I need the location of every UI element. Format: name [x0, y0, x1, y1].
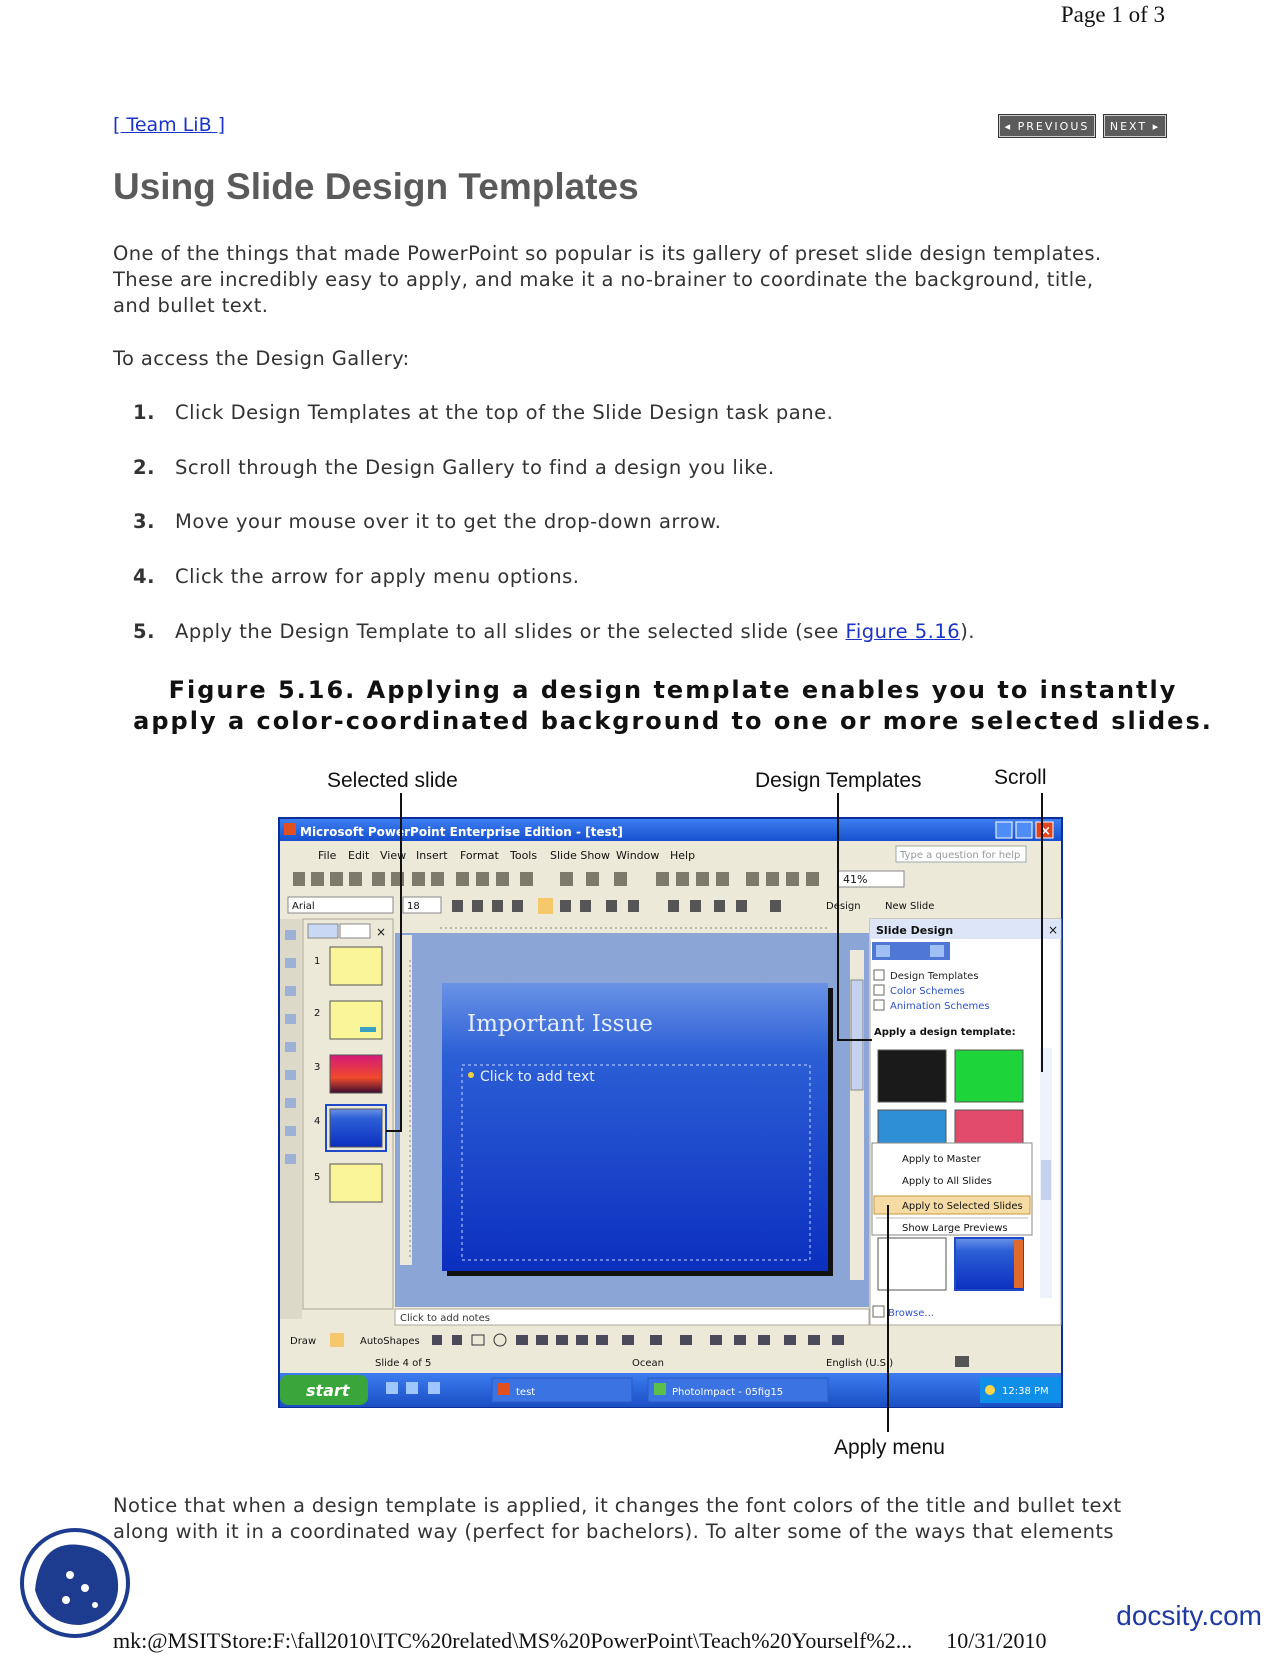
- taskbar-button-test[interactable]: [492, 1378, 632, 1402]
- gallery-scroll-thumb[interactable]: [1041, 1160, 1051, 1200]
- intro-line: and bullet text.: [113, 294, 269, 317]
- docsity-brand: docsity.com: [1116, 1600, 1262, 1631]
- thumb-number: 3: [314, 1062, 321, 1073]
- menu-edit[interactable]: Edit: [348, 849, 370, 862]
- step-number: 2.: [133, 456, 155, 479]
- step-number: 4.: [133, 565, 155, 588]
- menu-help[interactable]: Help: [670, 849, 696, 862]
- menu-insert[interactable]: Insert: [416, 849, 448, 862]
- footer-date: 10/31/2010: [946, 1628, 1047, 1653]
- slide-thumbnail-5[interactable]: [330, 1164, 382, 1202]
- task-pane-title: Slide Design: [876, 924, 954, 937]
- menu-item-apply-selected[interactable]: Apply to Selected Slides: [902, 1201, 1023, 1212]
- closing-line: along with it in a coordinated way (perfect for bachelors). To alter some of the ways that elements: [113, 1520, 1114, 1543]
- new-slide-button[interactable]: New Slide: [885, 901, 935, 912]
- step-text-end: ).: [960, 620, 975, 643]
- close-glyph: ×: [1040, 824, 1051, 839]
- template-thumb-ocean[interactable]: [955, 1238, 1023, 1290]
- color-scheme-icon: [874, 985, 884, 995]
- tab-outline[interactable]: [308, 924, 338, 938]
- step-number: 3.: [133, 510, 155, 533]
- left-icon-strip: [280, 919, 302, 1319]
- logo-dot: [62, 1596, 70, 1604]
- caption-line: Figure 5.16. Applying a design template enables you to instantly: [168, 676, 1178, 704]
- thumb-graphic: [360, 1027, 376, 1032]
- step-text: Apply the Design Template to all slides or the selected slide (see: [175, 620, 846, 643]
- link-color-schemes[interactable]: Color Schemes: [890, 986, 965, 997]
- thumb-number: 4: [314, 1116, 321, 1127]
- slide-thumbnail-3[interactable]: [330, 1055, 382, 1093]
- logo-dot: [92, 1602, 98, 1608]
- apply-heading: Apply a design template:: [874, 1027, 1016, 1038]
- bullet-icon: [468, 1072, 474, 1078]
- thumb-number: 2: [314, 1008, 321, 1019]
- home-icon[interactable]: [930, 945, 944, 957]
- quicklaunch-icons: [386, 1382, 440, 1394]
- font-name-value: Arial: [292, 901, 315, 912]
- close-pane-icon[interactable]: ×: [376, 925, 387, 939]
- next-button[interactable]: NEXT ▸: [1103, 114, 1167, 138]
- link-design-templates[interactable]: Design Templates: [890, 971, 979, 982]
- notes-placeholder: Click to add notes: [400, 1313, 490, 1324]
- help-placeholder: Type a question for help: [900, 850, 1021, 861]
- slide-thumbnail-4[interactable]: [330, 1109, 382, 1147]
- status-language: English (U.S.): [826, 1358, 894, 1369]
- menu-item-large-previews[interactable]: Show Large Previews: [902, 1223, 1008, 1234]
- zoom-value: 41%: [843, 873, 868, 886]
- window-title: Microsoft PowerPoint Enterprise Edition - [test]: [300, 825, 623, 839]
- status-design: Ocean: [632, 1358, 664, 1369]
- status-slide: Slide 4 of 5: [375, 1358, 432, 1369]
- spellcheck-icon: [955, 1356, 969, 1367]
- horizontal-ruler: [395, 919, 869, 933]
- thumb-number: 5: [314, 1172, 321, 1183]
- step-text: Scroll through the Design Gallery to find a design you like.: [175, 456, 775, 479]
- font-size-value: 18: [407, 901, 420, 912]
- draw-menu[interactable]: Draw: [290, 1336, 317, 1347]
- step-text: Click the arrow for apply menu options.: [175, 565, 580, 588]
- access-line: To access the Design Gallery:: [113, 347, 410, 370]
- caption-line: apply a color-coordinated background to one or more selected slides.: [133, 707, 1213, 735]
- menu-tools[interactable]: Tools: [510, 849, 538, 862]
- taskbar-clock: 12:38 PM: [1002, 1386, 1049, 1397]
- browse-link[interactable]: Browse...: [888, 1308, 934, 1319]
- figure-link[interactable]: Figure 5.16: [845, 620, 961, 643]
- taskbar-test-label: test: [516, 1387, 536, 1398]
- minimize-icon[interactable]: [996, 822, 1012, 838]
- menu-view[interactable]: View: [380, 849, 407, 862]
- autoshapes-menu[interactable]: AutoShapes: [360, 1336, 420, 1347]
- strip-icons: [285, 930, 296, 1164]
- template-thumb-green[interactable]: [955, 1050, 1023, 1102]
- intro-line: One of the things that made PowerPoint so popular is its gallery of preset slide design templates.: [113, 242, 1102, 265]
- logo-dot: [81, 1584, 89, 1592]
- closing-paragraph: [113, 1493, 1173, 1545]
- step-text: Click Design Templates at the top of the Slide Design task pane.: [175, 401, 834, 424]
- template-thumb-dark[interactable]: [878, 1050, 946, 1102]
- template-dropdown-arrow[interactable]: [1014, 1240, 1023, 1288]
- callout-design-templates: Design Templates: [755, 769, 922, 792]
- menu-slide-show[interactable]: Slide Show: [550, 849, 611, 862]
- previous-button[interactable]: ◂ PREVIOUS: [998, 114, 1096, 138]
- taskbar-photoimpact-label: PhotoImpact - 05fig15: [672, 1387, 784, 1398]
- menu-item-apply-all[interactable]: Apply to All Slides: [902, 1176, 992, 1187]
- task-pane-close-icon[interactable]: ×: [1048, 923, 1059, 937]
- step-text: Move your mouse over it to get the drop-down arrow.: [175, 510, 722, 533]
- tab-slides[interactable]: [340, 924, 370, 938]
- powerpoint-task-icon: [498, 1383, 510, 1395]
- editor-scroll-thumb[interactable]: [851, 980, 863, 1090]
- browse-icon: [873, 1306, 884, 1317]
- slide-bullet[interactable]: Click to add text: [480, 1069, 595, 1085]
- menu-item-apply-master[interactable]: Apply to Master: [902, 1154, 981, 1165]
- callout-apply-menu: Apply menu: [834, 1436, 945, 1459]
- template-icon: [874, 970, 884, 980]
- menu-window[interactable]: Window: [616, 849, 660, 862]
- callout-scroll: Scroll: [994, 766, 1047, 789]
- page-title: Using Slide Design Templates: [113, 166, 639, 207]
- footer-path: mk:@MSITStore:F:\fall2010\ITC%20related\MS%20PowerPoint\Teach%20Yourself%2...: [113, 1628, 913, 1653]
- closing-line: Notice that when a design template is applied, it changes the font colors of the title and bullet text: [113, 1494, 1122, 1517]
- callout-selected-slide: Selected slide: [327, 769, 458, 792]
- select-arrow-icon[interactable]: [330, 1333, 344, 1347]
- slide-thumbnail-2[interactable]: [330, 1001, 382, 1039]
- step-number: 1.: [133, 401, 155, 424]
- slide-thumbnail-1[interactable]: [330, 947, 382, 985]
- step-number: 5.: [133, 620, 155, 643]
- intro-line: These are incredibly easy to apply, and make it a no-brainer to coordinate the background, title,: [113, 268, 1094, 291]
- page-number: Page 1 of 3: [1060, 2, 1165, 27]
- logo-dot: [66, 1571, 74, 1579]
- team-lib-link[interactable]: [ Team LiB ]: [113, 114, 226, 136]
- thumb-number: 1: [314, 956, 321, 967]
- tray-icon: [985, 1385, 995, 1395]
- link-animation-schemes[interactable]: Animation Schemes: [890, 1001, 990, 1012]
- back-icon[interactable]: [876, 945, 890, 957]
- animation-icon: [874, 1000, 884, 1010]
- menu-format[interactable]: Format: [460, 849, 499, 862]
- photoimpact-icon: [654, 1383, 666, 1395]
- slide-title[interactable]: Important Issue: [467, 1011, 653, 1037]
- design-button[interactable]: Design: [826, 901, 861, 912]
- restore-icon[interactable]: [1016, 822, 1032, 838]
- powerpoint-app-icon: [284, 823, 296, 835]
- menu-file[interactable]: File: [318, 849, 337, 862]
- start-label: start: [306, 1381, 350, 1400]
- footer: [113, 1628, 1046, 1654]
